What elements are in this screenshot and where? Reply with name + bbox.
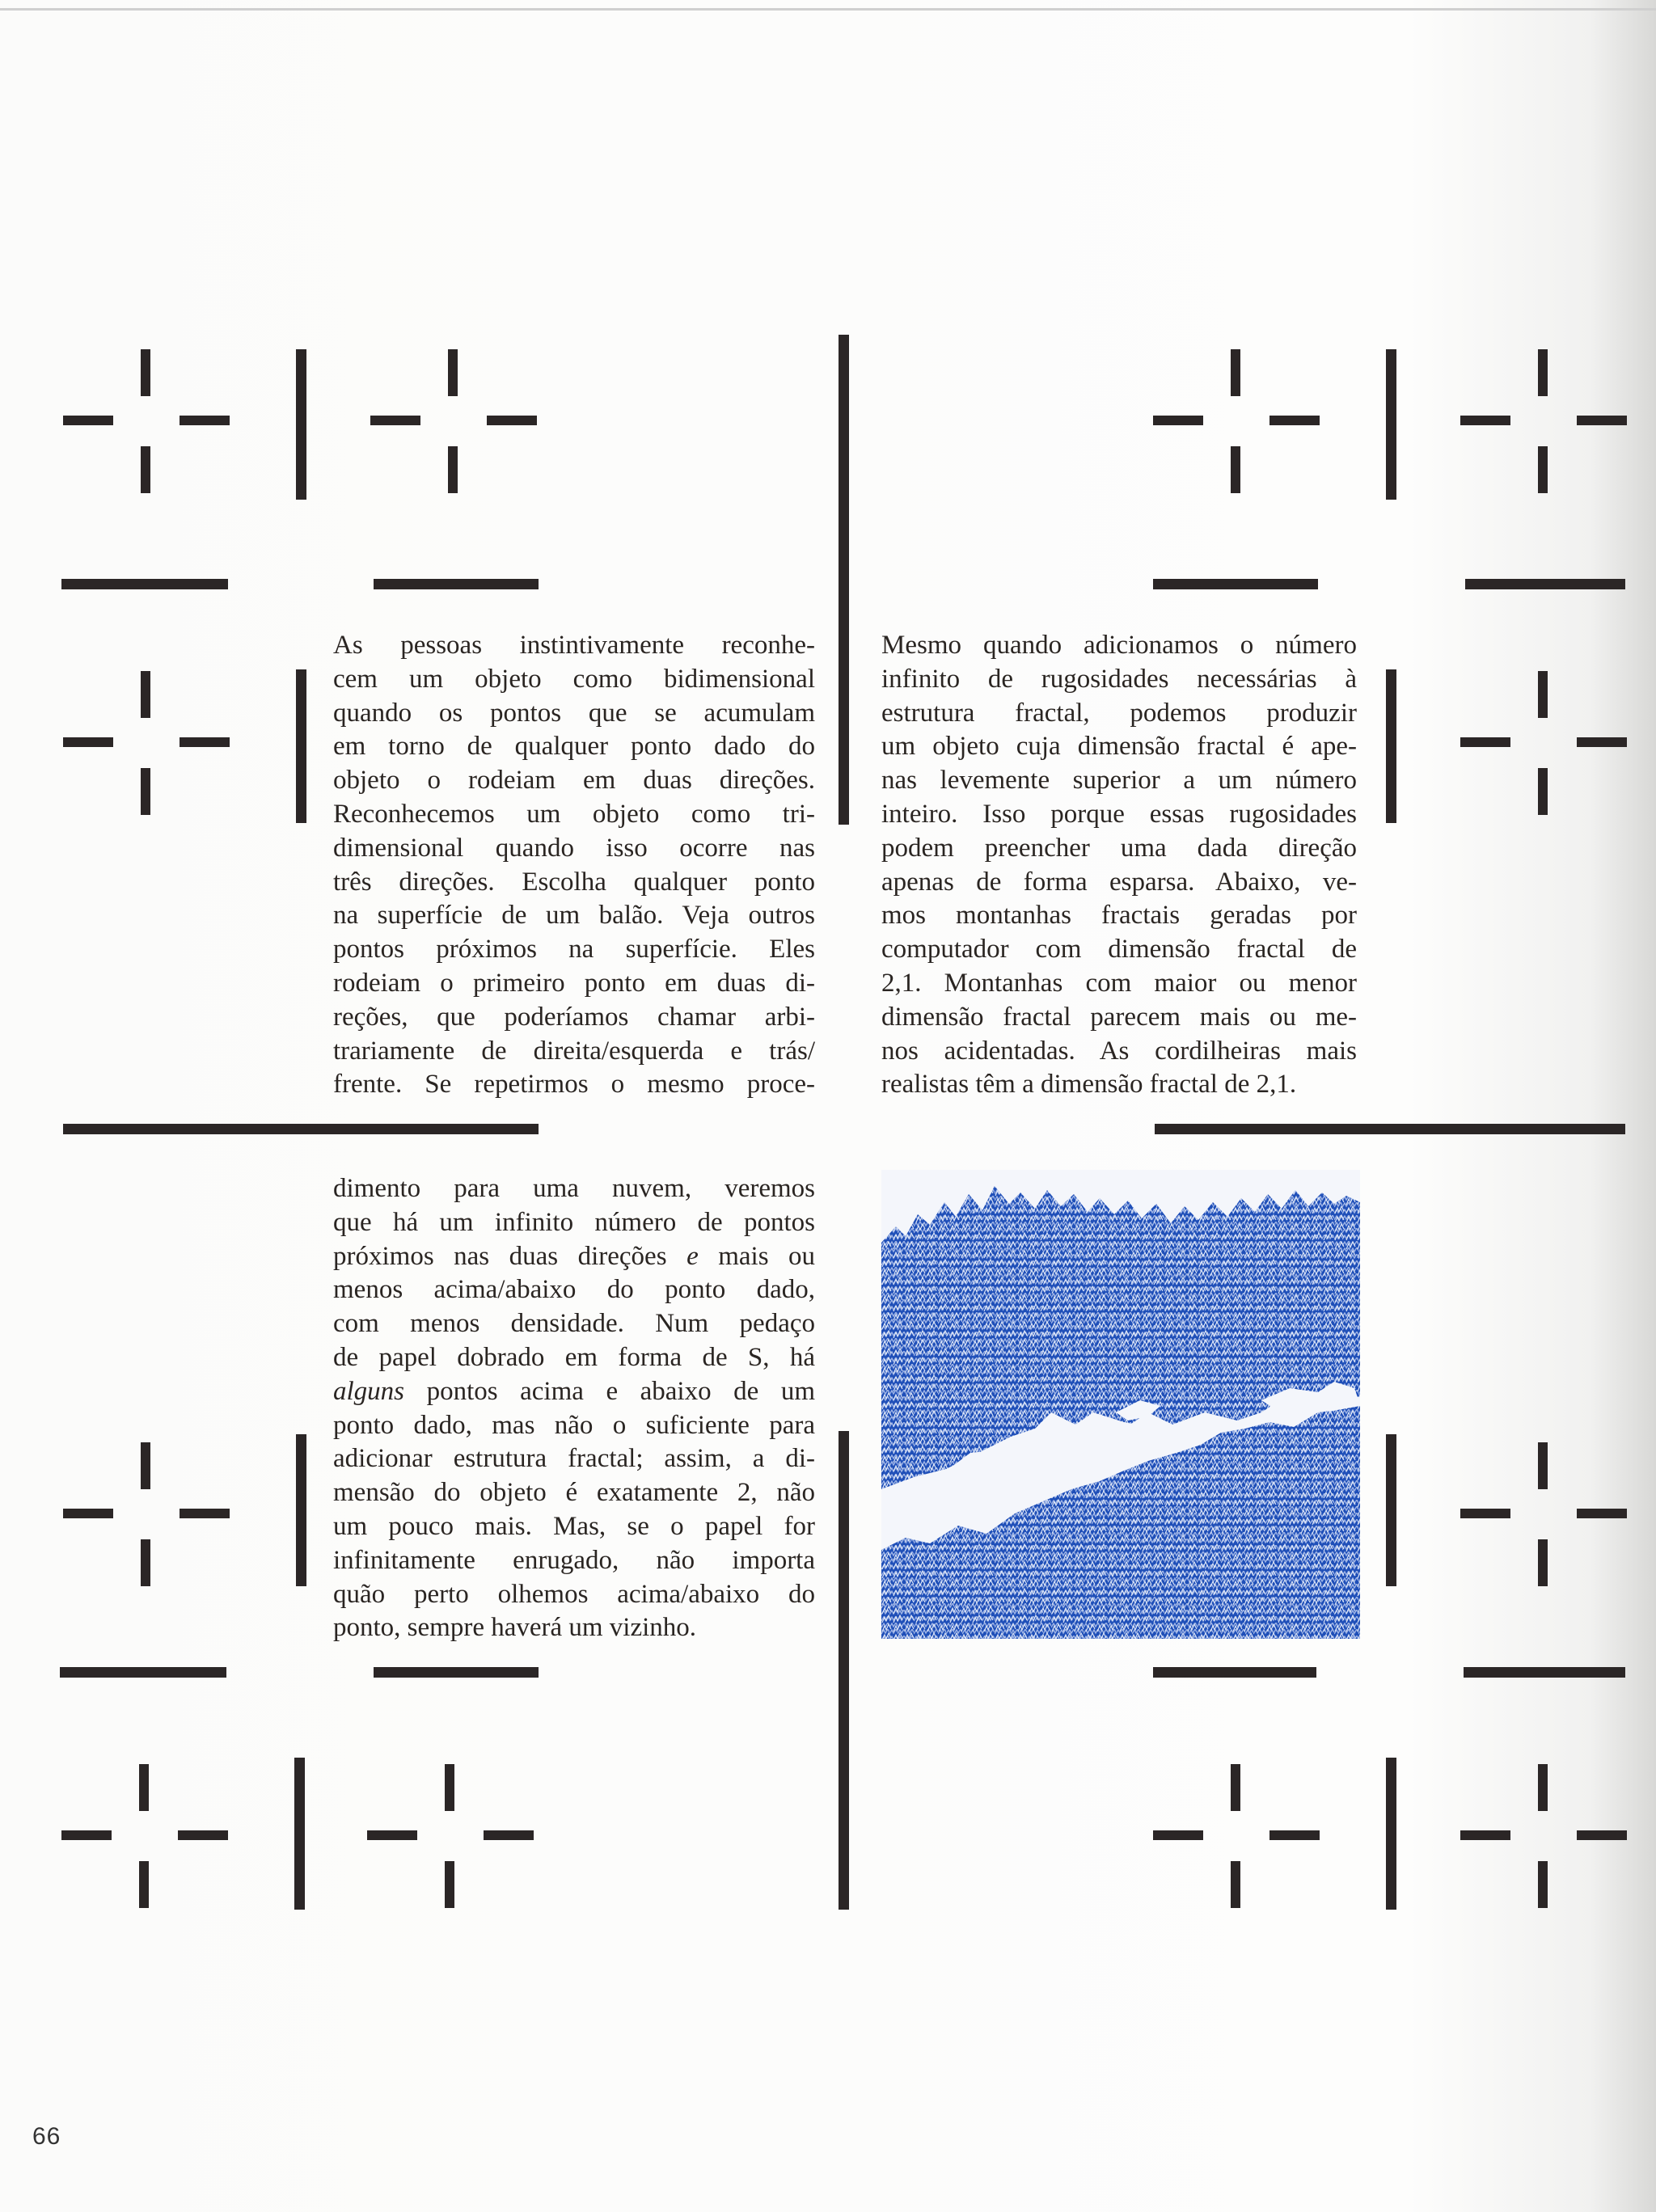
- crosshair-bar: [61, 1830, 112, 1840]
- vertical-bar: [296, 669, 306, 823]
- text-line: mensão do objeto é exatamente 2, não: [333, 1478, 815, 1508]
- vertical-bar: [1386, 1758, 1396, 1910]
- crosshair-bar: [487, 416, 537, 425]
- text-line: um pouco mais. Mas, se o papel for: [333, 1511, 815, 1541]
- crosshair-bar: [1577, 737, 1627, 747]
- crosshair-bar: [180, 737, 230, 747]
- horizontal-bar: [1465, 579, 1625, 589]
- crosshair-bar: [1538, 671, 1548, 718]
- text-column-left-top: [333, 629, 815, 1102]
- text-line: podem preencher uma dada direção: [881, 833, 1357, 863]
- text-line: 2,1. Montanhas com maior ou menor: [881, 968, 1357, 998]
- crosshair-bar: [1460, 1509, 1510, 1518]
- text-line: dimento para uma nuvem, veremos: [333, 1174, 815, 1203]
- crosshair-bar: [1231, 349, 1240, 396]
- crosshair-bar: [1538, 349, 1548, 396]
- text-line: quão perto olhemos acima/abaixo do: [333, 1579, 815, 1609]
- text-line: na superfície de um balão. Veja outros: [333, 901, 815, 931]
- crosshair-bar: [1538, 1861, 1548, 1908]
- horizontal-bar: [374, 579, 539, 589]
- crosshair-bar: [63, 1509, 113, 1518]
- text-line: em torno de qualquer ponto dado do: [333, 732, 815, 762]
- crosshair-bar: [445, 1764, 454, 1811]
- crosshair-bar: [178, 1830, 228, 1840]
- crosshair-bar: [1269, 416, 1320, 425]
- crosshair-bar: [1577, 416, 1627, 425]
- crosshair-bar: [139, 1764, 149, 1811]
- crosshair-bar: [139, 1861, 149, 1908]
- crosshair-bar: [1460, 1830, 1510, 1840]
- crosshair-bar: [448, 446, 458, 493]
- vertical-bar: [1386, 349, 1396, 500]
- crosshair-bar: [1460, 737, 1510, 747]
- text-line: cem um objeto como bidimensional: [333, 664, 815, 694]
- text-line: infinito de rugosidades necessárias à: [881, 664, 1357, 694]
- text-column-left-bottom: [333, 1172, 815, 1645]
- text-line: que há um infinito número de pontos: [333, 1207, 815, 1237]
- fractal-mountain-drawing: [881, 1170, 1360, 1639]
- crosshair-bar: [180, 416, 230, 425]
- emphasis: e: [686, 1241, 699, 1271]
- text-line: dimensão fractal parecem mais ou me-: [881, 1002, 1357, 1032]
- horizontal-bar: [60, 1667, 226, 1678]
- text-line: dimensional quando isso ocorre nas: [333, 833, 815, 863]
- crosshair-bar: [367, 1830, 417, 1840]
- vertical-bar: [294, 1758, 305, 1910]
- crosshair-bar: [1231, 1861, 1240, 1908]
- crosshair-bar: [141, 349, 150, 396]
- text-line: pontos próximos na superfície. Eles: [333, 935, 815, 965]
- text-line: um objeto cuja dimensão fractal é ape-: [881, 732, 1357, 762]
- crosshair-bar: [141, 768, 150, 815]
- crosshair-bar: [445, 1861, 454, 1908]
- vertical-bar: [296, 349, 306, 500]
- text-line: nos acidentadas. As cordilheiras mais: [881, 1036, 1357, 1066]
- text-line: infinitamente enrugado, não importa: [333, 1545, 815, 1575]
- text-line: reções, que poderíamos chamar arbi-: [333, 1002, 815, 1032]
- text-fragment: próximos nas duas direções: [333, 1241, 667, 1271]
- text-line: quando os pontos que se acumulam: [333, 698, 815, 728]
- text-line: três direções. Escolha qualquer ponto: [333, 867, 815, 897]
- vertical-bar: [296, 1434, 306, 1586]
- horizontal-bar: [63, 1124, 539, 1134]
- crosshair-bar: [141, 1539, 150, 1586]
- horizontal-bar: [1153, 579, 1318, 589]
- crosshair-bar: [1460, 416, 1510, 425]
- vertical-bar: [1386, 1434, 1396, 1586]
- crosshair-bar: [1577, 1830, 1627, 1840]
- crosshair-bar: [1231, 1764, 1240, 1811]
- text-column-right: [881, 629, 1357, 1102]
- text-line: Mesmo quando adicionamos o número: [881, 631, 1357, 660]
- text-line: trariamente de direita/esquerda e trás/: [333, 1036, 815, 1066]
- crosshair-bar: [141, 446, 150, 493]
- vertical-bar: [839, 335, 849, 825]
- text-line: [333, 1240, 815, 1274]
- emphasis: alguns: [333, 1376, 405, 1406]
- crosshair-bar: [1538, 1764, 1548, 1811]
- text-line: mos montanhas fractais geradas por: [881, 901, 1357, 931]
- text-line: inteiro. Isso porque essas rugosidades: [881, 799, 1357, 829]
- text-line: Reconhecemos um objeto como tri-: [333, 799, 815, 829]
- vertical-bar: [1386, 669, 1396, 823]
- crosshair-bar: [370, 416, 420, 425]
- text-line: As pessoas instintivamente reconhe-: [333, 631, 815, 660]
- text-line: realistas têm a dimensão fractal de 2,1.: [881, 1070, 1297, 1100]
- text-line: nas levemente superior a um número: [881, 766, 1357, 796]
- crosshair-bar: [141, 1442, 150, 1489]
- text-line: frente. Se repetirmos o mesmo proce-: [333, 1070, 815, 1100]
- text-line: apenas de forma esparsa. Abaixo, ve-: [881, 867, 1357, 897]
- text-line: de papel dobrado em forma de S, há: [333, 1342, 815, 1372]
- crosshair-bar: [1538, 1442, 1548, 1489]
- crosshair-bar: [1153, 1830, 1203, 1840]
- text-line: adicionar estrutura fractal; assim, a di-: [333, 1444, 815, 1474]
- text-line: computador com dimensão fractal de: [881, 935, 1357, 965]
- page-number: 66: [32, 2123, 61, 2150]
- text-fragment: mais ou: [698, 1241, 816, 1271]
- crosshair-bar: [63, 416, 113, 425]
- text-line: rodeiam o primeiro ponto em duas di-: [333, 968, 815, 998]
- crosshair-bar: [1577, 1509, 1627, 1518]
- crosshair-bar: [1231, 446, 1240, 493]
- horizontal-bar: [374, 1667, 539, 1678]
- crosshair-bar: [63, 737, 113, 747]
- text-line: [333, 1375, 815, 1409]
- crosshair-bar: [1153, 416, 1203, 425]
- horizontal-bar: [1155, 1124, 1625, 1134]
- horizontal-bar: [1464, 1667, 1625, 1678]
- crosshair-bar: [1269, 1830, 1320, 1840]
- crosshair-bar: [141, 671, 150, 718]
- text-line: ponto, sempre haverá um vizinho.: [333, 1613, 697, 1643]
- vertical-bar: [839, 1431, 849, 1910]
- text-line: objeto o rodeiam em duas direções.: [333, 766, 815, 796]
- horizontal-bar: [1153, 1667, 1316, 1678]
- crosshair-bar: [180, 1509, 230, 1518]
- crosshair-bar: [448, 349, 458, 396]
- text-line: menos acima/abaixo do ponto dado,: [333, 1275, 815, 1305]
- crosshair-bar: [484, 1830, 534, 1840]
- crosshair-bar: [1538, 1539, 1548, 1586]
- text-line: ponto dado, mas não o suficiente para: [333, 1410, 815, 1440]
- crosshair-bar: [1538, 768, 1548, 815]
- horizontal-bar: [61, 579, 228, 589]
- fractal-mountain-image: [881, 1170, 1360, 1639]
- text-line: estrutura fractal, podemos produzir: [881, 698, 1357, 728]
- text-line: com menos densidade. Num pedaço: [333, 1309, 815, 1339]
- text-fragment: pontos acima e abaixo de um: [426, 1376, 815, 1406]
- crosshair-bar: [1538, 446, 1548, 493]
